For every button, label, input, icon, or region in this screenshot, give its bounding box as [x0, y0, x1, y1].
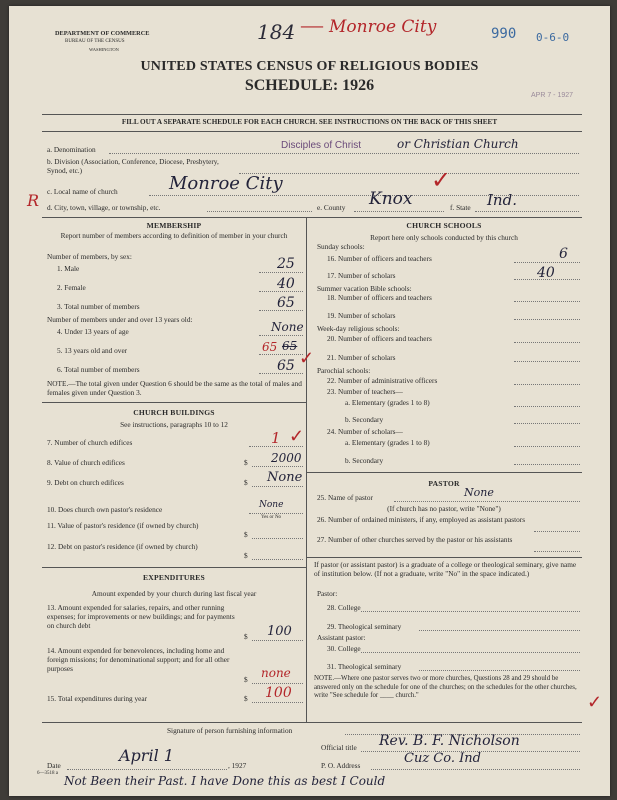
- city-name: WASHINGTON: [89, 47, 119, 52]
- schools-heading: CHURCH SCHOOLS: [406, 221, 482, 230]
- q5-value: 65: [262, 340, 278, 354]
- q13-value: 100: [267, 624, 292, 639]
- q9-line: [252, 486, 303, 487]
- divider: [306, 472, 582, 473]
- q18-label: 18. Number of officers and teachers: [327, 293, 432, 302]
- q19-label: 19. Number of scholars: [327, 311, 396, 320]
- red-check-mark: ✓: [289, 426, 305, 446]
- q5-crossed-value: 65: [282, 339, 298, 353]
- q17-label: 17. Number of scholars: [327, 271, 396, 280]
- county-value: Knox: [369, 189, 413, 209]
- q24b-line: [514, 464, 580, 465]
- q23a-label: a. Elementary (grades 1 to 8): [345, 398, 430, 407]
- q24-label: 24. Number of scholars—: [327, 427, 403, 436]
- q7-value: 1: [271, 429, 281, 447]
- q9-dollar: $: [244, 478, 248, 487]
- denomination-stamp: Disciples of Christ: [281, 140, 362, 151]
- local-name-label: c. Local name of church: [47, 187, 118, 196]
- q21-line: [514, 361, 580, 362]
- q4-line: [259, 335, 303, 336]
- membership-heading: MEMBERSHIP: [146, 221, 202, 230]
- state-label: f. State: [450, 203, 471, 212]
- handwritten-number: 184: [257, 20, 296, 44]
- q2-label: 2. Female: [57, 283, 86, 292]
- q8-line: [252, 466, 303, 467]
- q1-line: [259, 272, 303, 273]
- q12-line: [252, 559, 303, 560]
- q10-line: [249, 513, 303, 514]
- q12-dollar: $: [244, 551, 248, 560]
- q28-label: 28. College: [327, 603, 361, 612]
- q24a-label: a. Elementary (grades 1 to 8): [345, 438, 430, 447]
- q5-line: [259, 354, 303, 355]
- q23-label: 23. Number of teachers—: [327, 387, 403, 396]
- q24b-label: b. Secondary: [345, 456, 384, 465]
- q3-label: 3. Total number of members: [57, 302, 140, 311]
- bureau-name: BUREAU OF THE CENSUS: [65, 39, 125, 44]
- divider: [42, 114, 582, 115]
- schools-intro: Report here only schools conducted by this church: [370, 233, 518, 242]
- members-by-sex-label: Number of members, by sex:: [47, 252, 132, 261]
- red-check-mark: ✓: [431, 168, 452, 194]
- divider: [42, 722, 582, 723]
- q27-line: [534, 551, 580, 552]
- q4-value: None: [271, 320, 304, 334]
- red-check-mark: ✓: [587, 692, 603, 712]
- q14-label: 14. Amount expended for benevolences, including home and foreign missions; for denominational support; and for all other purposes: [47, 646, 230, 673]
- q15-line: [252, 702, 303, 703]
- q16-line: [514, 262, 580, 263]
- form-title: UNITED STATES CENSUS OF RELIGIOUS BODIES: [140, 59, 479, 74]
- q11-dollar: $: [244, 530, 248, 539]
- stamp-code: 0-6-0: [536, 31, 570, 44]
- bottom-handwritten-note: Not Been their Past. I have Done this as best I Could: [64, 774, 386, 788]
- city-label: d. City, town, village, or township, etc.: [47, 203, 161, 212]
- q23b-line: [514, 423, 580, 424]
- division-label: b. Division (Association, Conference, Diocese, Presbytery, Synod, etc.): [47, 157, 219, 175]
- received-date-stamp: APR 7 - 1927: [531, 92, 574, 99]
- q13-label: 13. Amount expended for salaries, repairs, and other running expenses; for improvements or new buildings; and for payments on church debt: [47, 603, 235, 630]
- q31-label: 31. Theological seminary: [327, 662, 402, 671]
- q10-label: 10. Does church own pastor's residence: [47, 505, 163, 514]
- expenditures-heading: EXPENDITURES: [143, 573, 205, 582]
- divider: [42, 131, 582, 132]
- q8-value: 2000: [271, 451, 302, 465]
- q3-value: 65: [277, 295, 295, 311]
- date-value: April 1: [119, 746, 174, 765]
- q15-label: 15. Total expenditures during year: [47, 694, 148, 703]
- parochial-label: Parochial schools:: [317, 366, 371, 375]
- pastor-note: NOTE.—Where one pastor serves two or more churches, Questions 28 and 29 should be answered only on the schedule for one of the churches; on the schedules for the other churches, write "See schedule for ____ church.": [314, 675, 577, 699]
- q11-label: 11. Value of pastor's residence (if owned by church): [47, 521, 199, 530]
- vacation-label: Summer vacation Bible schools:: [317, 284, 412, 293]
- q22-line: [514, 384, 580, 385]
- schedule-year: SCHEDULE: 1926: [244, 77, 375, 94]
- q6-label: 6. Total number of members: [57, 365, 140, 374]
- q30-line: [361, 652, 580, 653]
- city-line: [207, 211, 312, 212]
- under-over-label: Number of members under and over 13 years old:: [47, 315, 193, 324]
- sunday-label: Sunday schools:: [317, 242, 365, 251]
- census-schedule-document: [9, 6, 610, 796]
- q18-line: [514, 301, 580, 302]
- q13-line: [252, 640, 303, 641]
- q14-line: [252, 683, 303, 684]
- denomination-handwritten: or Christian Church: [397, 137, 519, 151]
- q26-label: 26. Number of ordained ministers, if any, employed as assistant pastors: [317, 515, 526, 524]
- q6-value: 65: [277, 358, 295, 374]
- division-line: [239, 173, 579, 174]
- assistant-sub-label: Assistant pastor:: [317, 633, 366, 642]
- q14-dollar: $: [244, 675, 248, 684]
- q15-value: 100: [265, 685, 292, 701]
- official-title-value: Rev. B. F. Nicholson: [379, 733, 520, 749]
- official-title-label: Official title: [321, 743, 357, 752]
- q8-label: 8. Value of church edifices: [47, 458, 125, 467]
- q12-label: 12. Debt on pastor's residence (if owned by church): [47, 542, 198, 551]
- membership-intro: Report number of members according to definition of member in your church: [60, 231, 288, 240]
- handwritten-city: Monroe City: [329, 17, 437, 37]
- q30-label: 30. College: [327, 644, 361, 653]
- q29-line: [419, 630, 580, 631]
- q2-value: 40: [277, 276, 295, 292]
- q25-note: (If church has no pastor, write "None"): [387, 504, 501, 513]
- department-name: DEPARTMENT OF COMMERCE: [55, 30, 150, 37]
- q10-value: None: [259, 500, 284, 510]
- red-r-mark: R: [27, 191, 40, 210]
- divider: [306, 557, 582, 558]
- q29-label: 29. Theological seminary: [327, 622, 402, 631]
- buildings-heading: CHURCH BUILDINGS: [133, 408, 215, 417]
- date-label: Date: [47, 761, 61, 770]
- q23b-label: b. Secondary: [345, 415, 384, 424]
- q1-value: 25: [277, 256, 295, 272]
- q7-label: 7. Number of church edifices: [47, 438, 133, 447]
- weekday-label: Week-day religious schools:: [317, 324, 400, 333]
- county-label: e. County: [317, 203, 346, 212]
- county-line: [354, 211, 444, 212]
- divider: [42, 567, 306, 568]
- q15-dollar: $: [244, 694, 248, 703]
- q13-dollar: $: [244, 632, 248, 641]
- divider: [42, 402, 306, 403]
- expenditures-intro: Amount expended by your church during last fiscal year: [91, 589, 257, 598]
- q8-dollar: $: [244, 458, 248, 467]
- denomination-label: a. Denomination: [47, 145, 96, 154]
- pastor-heading: PASTOR: [428, 479, 460, 488]
- date-year: , 1927: [228, 761, 247, 770]
- q28-line: [361, 611, 580, 612]
- stamp-number: 990: [491, 26, 517, 42]
- red-check-mark: ✓: [299, 348, 315, 368]
- date-line: [67, 769, 227, 770]
- q21-label: 21. Number of scholars: [327, 353, 396, 362]
- q10-hint: Yes or No: [261, 515, 282, 520]
- q16-label: 16. Number of officers and teachers: [327, 254, 432, 263]
- q20-label: 20. Number of officers and teachers: [327, 334, 432, 343]
- q27-label: 27. Number of other churches served by the pastor or his assistants: [317, 535, 513, 544]
- q31-line: [419, 670, 580, 671]
- po-address-label: P. O. Address: [321, 761, 361, 770]
- q23a-line: [514, 406, 580, 407]
- q24a-line: [514, 446, 580, 447]
- q22-label: 22. Number of administrative officers: [327, 376, 438, 385]
- state-value: Ind.: [487, 191, 517, 209]
- q1-label: 1. Male: [57, 264, 80, 273]
- q25-line: [394, 501, 580, 502]
- q11-line: [252, 538, 303, 539]
- q4-label: 4. Under 13 years of age: [57, 327, 129, 336]
- divider: [42, 217, 582, 218]
- denomination-line: [109, 153, 579, 154]
- q16-value: 6: [559, 246, 568, 262]
- q19-line: [514, 319, 580, 320]
- column-divider: [306, 217, 307, 722]
- state-line: [475, 211, 579, 212]
- po-address-line: [371, 769, 580, 770]
- local-name-value: Monroe City: [169, 173, 283, 194]
- q20-line: [514, 342, 580, 343]
- fill-instruction: FILL OUT A SEPARATE SCHEDULE FOR EACH CHURCH. SEE INSTRUCTIONS ON THE BACK OF THIS SHEET: [121, 118, 498, 126]
- q9-value: None: [267, 470, 303, 485]
- form-number: 6—3518 a: [37, 771, 58, 776]
- membership-note: NOTE.—The total given under Question 6 should be the same as the total of males and females given under Question 3.: [47, 379, 302, 397]
- q17-value: 40: [537, 265, 555, 281]
- q14-value: none: [261, 666, 291, 680]
- q25-label: 25. Name of pastor: [317, 493, 373, 502]
- q25-value: None: [464, 486, 494, 499]
- q9-label: 9. Debt on church edifices: [47, 478, 124, 487]
- buildings-see: See instructions, paragraphs 10 to 12: [120, 420, 228, 429]
- graduate-instruction: If pastor (or assistant pastor) is a graduate of a college or theological seminary, give name of institution below. (If not a graduate, write "No" in the space indicated.): [314, 560, 577, 578]
- q26-line: [534, 531, 580, 532]
- po-address-value: Cuz Co. Ind: [404, 751, 481, 766]
- red-dash-mark: —: [301, 12, 323, 37]
- q5-label: 5. 13 years old and over: [57, 346, 128, 355]
- signature-label: Signature of person furnishing information: [167, 726, 293, 735]
- pastor-sub-label: Pastor:: [317, 589, 338, 598]
